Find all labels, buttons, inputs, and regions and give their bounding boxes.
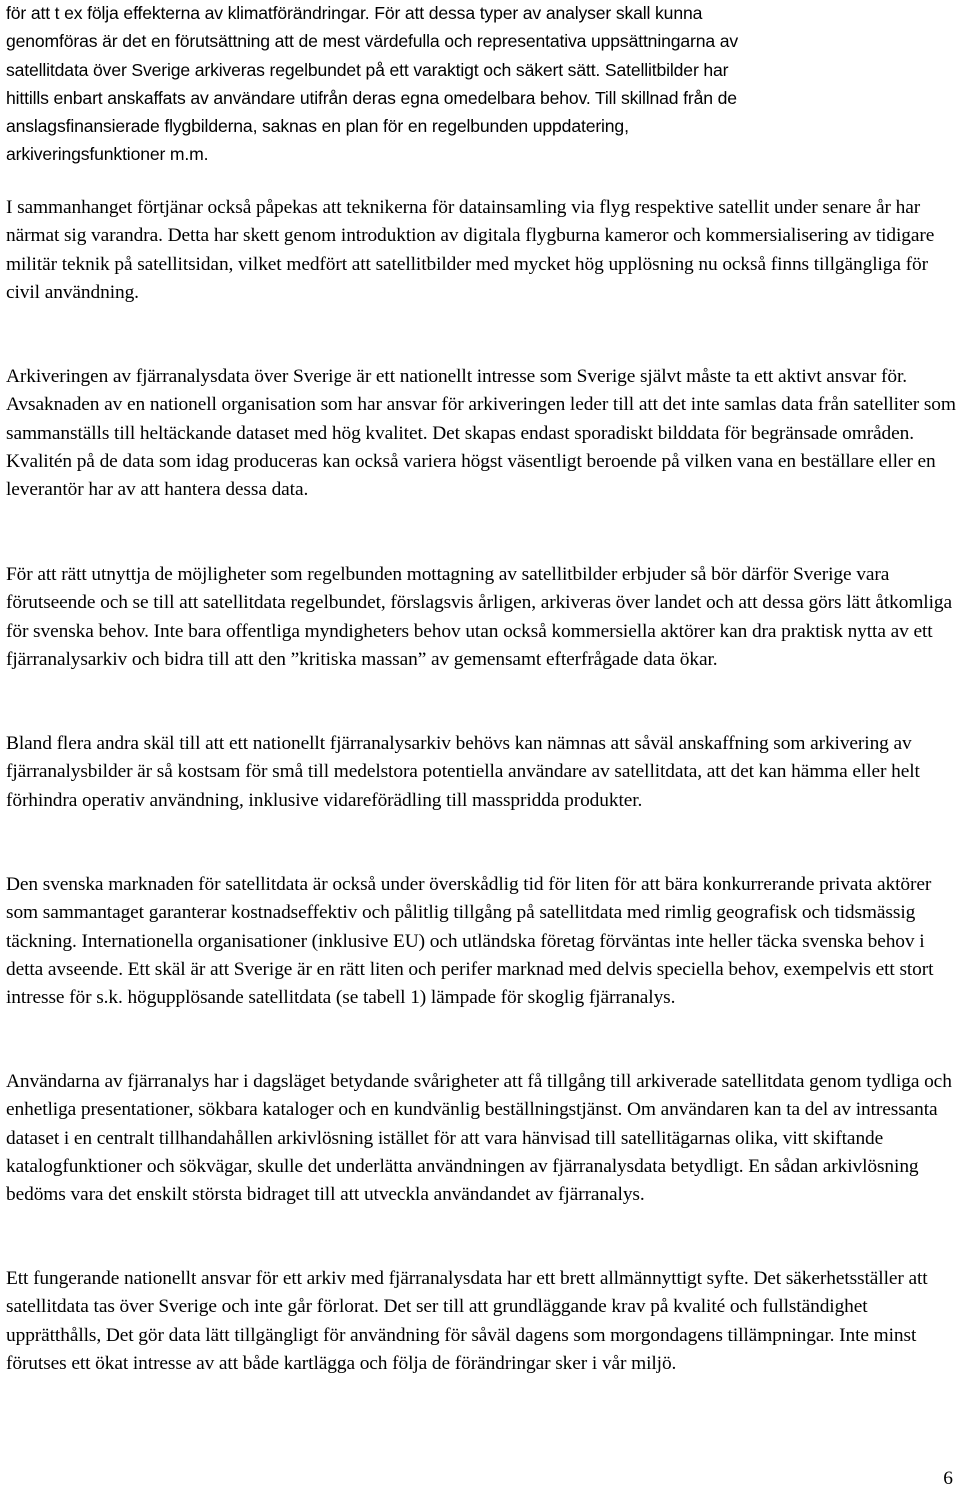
paragraph-1-line-3: satellitdata över Sverige arkiveras regelbundet på ett varaktigt och säkert sätt. Satellitbilder har	[6, 59, 729, 80]
paragraph-1-line-6: arkiveringsfunktioner m.m.	[6, 144, 209, 165]
paragraph-1-line-5: anslagsfinansierade flygbilderna, saknas en plan för en regelbunden uppdatering,	[6, 116, 629, 137]
paragraph-1-line-2: genomföras är det en förutsättning att de mest värdefulla och representativa uppsättningarna av	[6, 31, 738, 52]
paragraph-3: Arkiveringen av fjärranalysdata över Sverige är ett nationellt intresse som Sverige självt måste ta ett aktivt ansvar för. Avsaknaden av en nationell organisation som har ansvar för arkiveringen leder till att det inte samlas data från satelliter som sammanställs till heltäckande dataset med hög kvalitet. Det skapas endast sporadiskt bilddata för begränsade områden. Kvalitén på de data som idag produceras kan också variera högst väsentligt beroende på vilken vana en beställare eller en leverantör har av att hantera dessa data.	[6, 366, 956, 501]
paragraph-1-line-4: hittills enbart anskaffats av användare utifrån deras egna omedelbara behov. Till skillnad från de	[6, 87, 737, 108]
paragraph-4: För att rätt utnyttja de möjligheter som regelbunden mottagning av satellitbilder erbjuder så bör därför Sverige vara förutseende och se till att satellitdata regelbundet, förslagsvis årligen, arkiveras över landet och att dessa görs lätt åtkomliga för svenska behov. Inte bara offentliga myndigheters behov utan också kommersiella aktörer kan dra praktisk nytta av ett fjärranalysarkiv och bidra till att den ”kritiska massan” av gemensamt efterfrågade data ökar.	[6, 564, 952, 670]
paragraph-2: I sammanhanget förtjänar också påpekas att teknikerna för datainsamling via flyg respektive satellit under senare år har närmat sig varandra. Detta har skett genom introduktion av digitala flygburna kameror och kommersialisering av tidigare militär teknik på satellitsidan, vilket medfört att satellitbilder med mycket hög upplösning nu också finns tillgängliga för civil användning.	[6, 197, 935, 303]
page-number: 6	[943, 1468, 953, 1489]
paragraph-8: Ett fungerande nationellt ansvar för ett arkiv med fjärranalysdata har ett brett allmännyttigt syfte. Det säkerhetsställer att satellitdata tas över Sverige och inte går förlorat. Det ser till att grundläggande krav på kvalité och fullständighet upprätthålls, Det gör data lätt tillgängligt för användning för såväl dagens som morgondagens tillämpningar. Inte minst förutses ett ökat intresse av att både kartlägga och följa de förändringar sker i vår miljö.	[6, 1268, 928, 1374]
paragraph-5: Bland flera andra skäl till att ett nationellt fjärranalysarkiv behövs kan nämnas att såväl anskaffning som arkivering av fjärranalysbilder är så kostsam för små till medelstora potentiella användare av satellitdata, att det kan hämma eller helt förhindra operativ användning, inklusive vidareförädling till masspridda produkter.	[6, 733, 920, 811]
paragraph-1-line-1: för att t ex följa effekterna av klimatförändringar. För att dessa typer av analyser skall kunna	[6, 3, 703, 23]
paragraph-7: Användarna av fjärranalys har i dagsläget betydande svårigheter att få tillgång till arkiverade satellitdata genom tydliga och enhetliga presentationer, sökbara kataloger och en kundvänlig beställningstjänst. Om användaren kan ta del av intressanta dataset i en centralt tillhandahållen arkivlösning istället för att vara hänvisad till satellitägarnas olika, vitt skiftande katalogfunktioner och sökvägar, skulle det underlätta användningen av fjärranalysdata betydligt. En sådan arkivlösning bedöms vara det enskilt största bidraget till att utveckla användandet av fjärranalys.	[6, 1071, 952, 1206]
paragraph-6: Den svenska marknaden för satellitdata är också under överskådlig tid för liten för att bära konkurrerande privata aktörer som sammantaget garanterar kostnadseffektiv och pålitlig tillgång på satellitdata med rimlig geografisk och tidsmässig täckning. Internationella organisationer (inklusive EU) och utländska företag förväntas inte heller täcka svenska behov i detta avseende. Ett skäl är att Sverige är en rätt liten och perifer marknad med delvis speciella behov, exempelvis ett stort intresse för s.k. högupplösande satellitdata (se tabell 1) lämpade för skoglig fjärranalys.	[6, 874, 934, 1009]
paragraph-1	[6, 0, 956, 169]
